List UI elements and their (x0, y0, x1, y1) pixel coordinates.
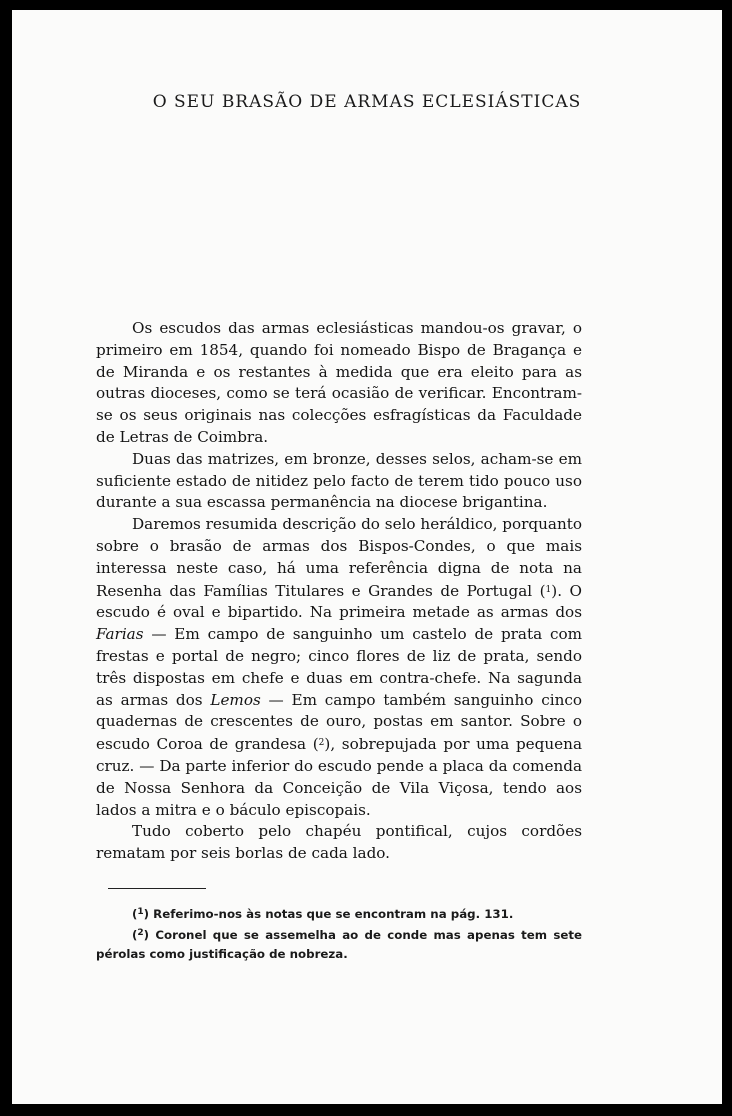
paragraph-3-part-d: — Em campo também sanguinho cinco quadernas de crescentes de ouro, postas em santor. Sobre o escudo Coroa de grandesa ( (96, 690, 582, 754)
footnote-ref-1: 1 (545, 584, 552, 595)
page-title: O SEU BRASÃO DE ARMAS ECLESIÁSTICAS (152, 92, 582, 112)
footnote-divider (108, 888, 206, 889)
footnote-1-marker: 1 (137, 907, 144, 917)
paragraph-3-part-b: ). O escudo é oval e bipartido. Na primeira metade as armas dos (96, 581, 582, 622)
paragraph-3-part-a: Daremos resumida descrição do selo heráldico, porquanto sobre o brasão de armas dos Bispos-Condes, o que mais interessa neste caso, há uma referência digna de nota na Resenha das Famílias Titulares e Grandes de Portugal ( (96, 515, 582, 600)
paragraph-1: Os escudos das armas eclesiásticas mandou-os gravar, o primeiro em 1854, quando foi nomeado Bispo de Bragança e de Miranda e os restantes à medida que era eleito para as outras dioceses, como se terá ocasião de verificar. Encontram-se os seus originais nas colecções esfragísticas da Faculdade de Letras de Coimbra. (96, 319, 582, 446)
italic-lemos: Lemos (210, 690, 261, 709)
footnote-1-text: Referimo-nos às notas que se encontram na pág. 131. (153, 907, 514, 921)
italic-farias: Farias (96, 625, 144, 644)
paragraph-4: Tudo coberto pelo chapéu pontifical, cujos cordões rematam por seis borlas de cada lado. (96, 822, 582, 863)
footnote-ref-2: 2 (318, 738, 325, 749)
book-page (12, 10, 722, 1104)
footnote-2: ($^2$) Coronel que se assemelha ao de conde mas apenas tem sete pérolas como justificação de nobreza. (96, 928, 583, 961)
paragraph-3 (96, 514, 582, 821)
footnote-1: ($^1$) Referimo-nos às notas que se encontram na pág. 131. (132, 907, 514, 921)
paragraph-3-part-e: ), sobrepujada por uma pequena cruz. — Da parte inferior do escudo pende a placa da comenda de Nossa Senhora da Conceição de Vila Viçosa, tendo aos lados a mitra e o báculo episcopais. (96, 735, 583, 819)
paragraph-3-part-c: — Em campo de sanguinho um castelo de prata com frestas e portal de negro; cinco flores de liz de prata, sendo três dispostas em chefe e duas em contra-chefe. Na sagunda as armas dos (96, 625, 582, 709)
body-text (96, 318, 582, 865)
footnotes (96, 903, 582, 964)
footnote-2-marker: 2 (137, 928, 144, 938)
paragraph-2: Duas das matrizes, em bronze, desses selos, acham-se em suficiente estado de nitidez pelo facto de terem tido pouco uso durante a sua escassa permanência na diocese brigantina. (96, 449, 582, 512)
footnote-2-text: Coronel que se assemelha ao de conde mas apenas tem sete pérolas como justificação de nobreza. (96, 928, 583, 961)
